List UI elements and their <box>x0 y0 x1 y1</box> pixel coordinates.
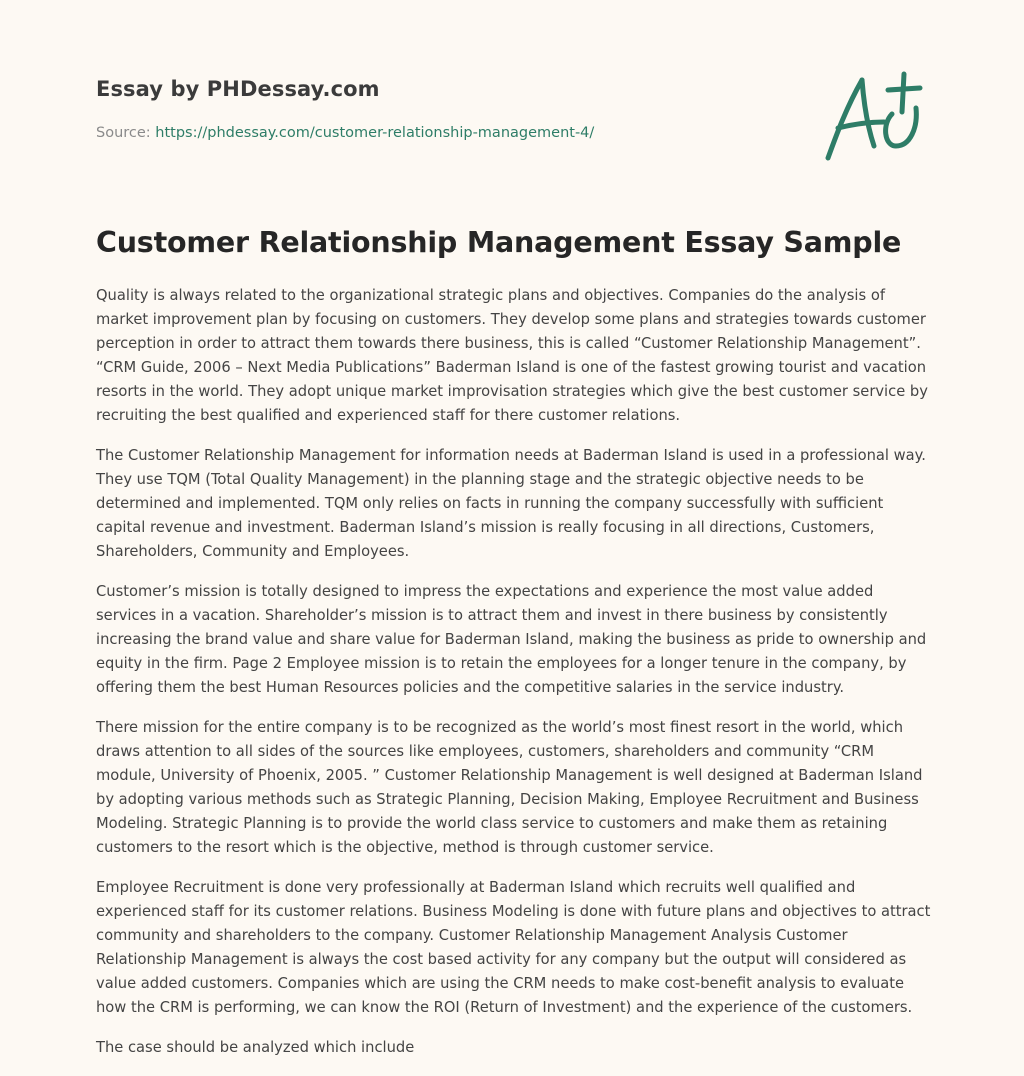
essay-paragraph: The case should be analyzed which include <box>96 1039 415 1056</box>
source-line <box>96 125 594 141</box>
a-plus-handwritten-icon <box>818 66 930 166</box>
source-link[interactable]: https://phdessay.com/customer-relationship-management-4/ <box>155 125 595 141</box>
essay-title: Customer Relationship Management Essay Sample <box>96 226 902 259</box>
site-brand: Essay by PHDessay.com <box>96 77 380 101</box>
essay-body <box>96 284 932 1076</box>
essay-paragraph: Quality is always related to the organizational strategic plans and objectives. Companies do the analysis of market improvement plan by focusing on customers. They develop some plans and strategies towards customer perception in order to attract them towards there business, this is called “Customer Relationship Management”. “CRM Guide, 2006 – Next Media Publications” Baderman Island is one of the fastest growing tourist and vacation resorts in the world. They adopt unique market improvisation strategies which give the best customer service by recruiting the best qualified and experienced staff for there customer relations. <box>96 287 928 424</box>
essay-paragraph: Customer’s mission is totally designed to impress the expectations and experience the most value added services in a vacation. Shareholder’s mission is to attract them and invest in there business by consistently increasing the brand value and share value for Baderman Island, making the business as pride to ownership and equity in the firm. Page 2 Employee mission is to retain the employees for a longer tenure in the company, by offering them the best Human Resources policies and the competitive salaries in the service industry. <box>96 583 927 696</box>
source-label: Source: <box>96 125 156 141</box>
essay-paragraph: Employee Recruitment is done very professionally at Baderman Island which recruits well qualified and experienced staff for its customer relations. Business Modeling is done with future plans and objectives to attract community and shareholders to the company. Customer Relationship Management Analysis Customer Relationship Management is always the cost based activity for any company but the output will considered as value added customers. Companies which are using the CRM needs to make cost-benefit analysis to evaluate how the CRM is performing, we can know the ROI (Return of Investment) and the experience of the customers. <box>96 879 931 1016</box>
essay-paragraph: The Customer Relationship Management for information needs at Baderman Island is used in a professional way. They use TQM (Total Quality Management) in the planning stage and the strategic objective needs to be determined and implemented. TQM only relies on facts in running the company successfully with sufficient capital revenue and investment. Baderman Island’s mission is really focusing in all directions, Customers, Shareholders, Community and Employees. <box>96 447 926 560</box>
essay-paragraph: There mission for the entire company is to be recognized as the world’s most finest resort in the world, which draws attention to all sides of the sources like employees, customers, shareholders and community “CRM module, University of Phoenix, 2005. ” Customer Relationship Management is well designed at Baderman Island by adopting various methods such as Strategic Planning, Decision Making, Employee Recruitment and Business Modeling. Strategic Planning is to provide the world class service to customers and make them as retaining customers to the resort which is the objective, method is through customer service. <box>96 719 923 856</box>
